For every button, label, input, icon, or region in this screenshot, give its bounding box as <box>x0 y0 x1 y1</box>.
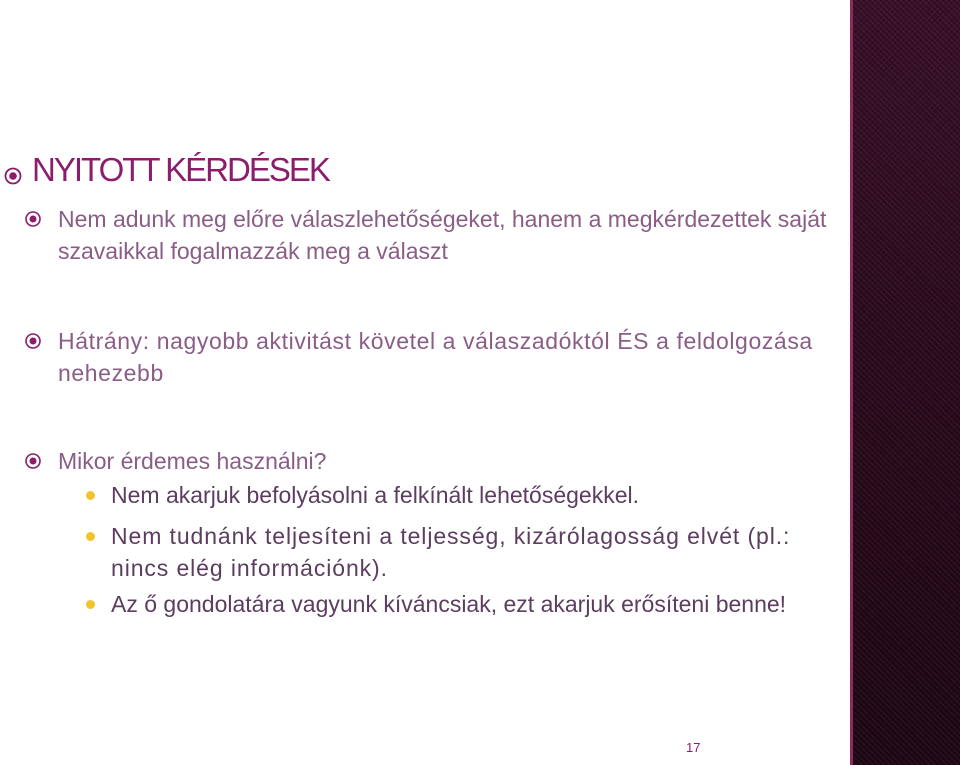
decorative-side-bar <box>850 0 960 765</box>
page-number: 17 <box>686 740 701 755</box>
target-circle-icon <box>24 332 42 350</box>
target-circle-icon <box>24 452 42 470</box>
bullet-open-questions-definition: Nem adunk meg előre válaszlehetőségeket, hanem a megkérdezettek saját szavaikkal fogalmazzák meg a választ <box>58 206 827 264</box>
yellow-dot-icon <box>86 600 95 609</box>
target-circle-icon <box>4 167 22 185</box>
bullet-disadvantage: Hátrány: nagyobb aktivitást követel a válaszadóktól ÉS a feldolgozása nehezebb <box>58 328 813 386</box>
bullet-when-to-use: Mikor érdemes használni? <box>58 448 327 474</box>
yellow-dot-icon <box>86 532 95 541</box>
slide-title: NYITOTT KÉRDÉSEK <box>32 151 329 188</box>
sub-bullet-no-influence: Nem akarjuk befolyásolni a felkínált lehetőségekkel. <box>111 482 640 508</box>
side-bar-edge <box>850 0 853 765</box>
sub-bullet-completeness: Nem tudnánk teljesíteni a teljesség, kizárólagosság elvét (pl.: nincs elég információnk). <box>111 523 791 581</box>
yellow-dot-icon <box>86 491 95 500</box>
sub-bullet-their-thoughts: Az ő gondolatára vagyunk kíváncsiak, ezt akarjuk erősíteni benne! <box>111 591 787 617</box>
target-circle-icon <box>24 210 42 228</box>
